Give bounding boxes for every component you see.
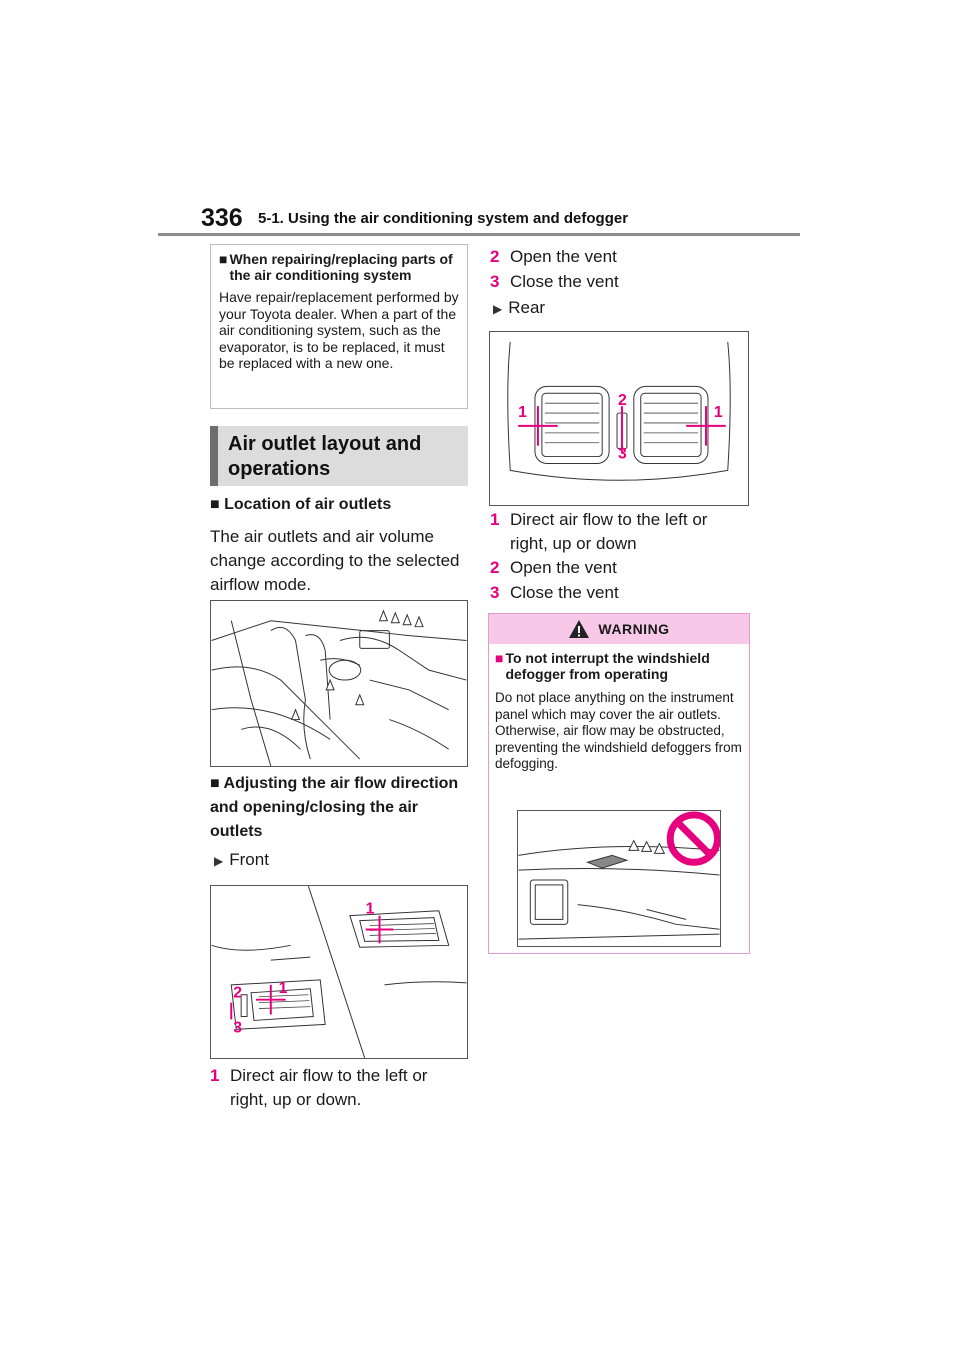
section-heading: Air outlet layout and operations (210, 426, 468, 486)
front-vent-figure (210, 885, 468, 1059)
square-marker-icon: ■ (219, 251, 228, 267)
square-marker-icon: ■ (495, 650, 504, 666)
square-marker-icon: ■ (210, 496, 220, 513)
front-label: ▶ Front (214, 848, 269, 873)
location-body: The air outlets and air volume change according to the selected airflow mode. (210, 527, 460, 594)
warning-triangle-icon (568, 619, 590, 639)
rear-vent-figure (489, 331, 749, 506)
callout-3: 3 (618, 445, 627, 463)
dashboard-obstruction-illustration (518, 811, 720, 946)
warning-body: Do not place anything on the instrument panel which may cover the air outlets. Otherwise, air flow may be obstructed, preventing the windshield defoggers from defogging. (495, 690, 742, 771)
front-step-2: 2 Open the vent (490, 247, 617, 266)
header-rule (158, 233, 800, 236)
front-step-1: 1 Direct air flow to the left or right, up or down. (210, 1066, 428, 1109)
callout-1: 1 (713, 404, 723, 422)
note-body: Have repair/replacement performed by your Toyota dealer. When a part of the air conditioning system, such as the evaporator, is to be replaced, it must be replaced with a new one. (219, 289, 459, 371)
warning-box (488, 613, 750, 954)
warning-label: WARNING (598, 621, 670, 637)
section-title: 5-1. Using the air conditioning system and defogger (258, 210, 629, 227)
warning-title: ■ To not interrupt the windshield defogger from operating (495, 650, 710, 682)
cabin-air-outlets-figure (210, 600, 468, 767)
location-heading: ■ Location of air outlets (210, 496, 392, 513)
callout-1: 1 (518, 404, 527, 422)
callout-1: 1 (278, 979, 288, 997)
warning-figure (517, 810, 721, 947)
adjust-heading: ■ Adjusting the air flow direction and opening/closing the air outlets (210, 775, 459, 840)
rear-label: ▶ Rear (493, 296, 545, 321)
square-marker-icon: ■ (210, 775, 220, 792)
callout-3: 3 (233, 1019, 243, 1037)
page-number: 336 (201, 204, 243, 232)
callout-2: 2 (233, 984, 243, 1002)
triangle-bullet-icon: ▶ (214, 854, 224, 868)
callout-2: 2 (618, 392, 627, 410)
cabin-illustration (211, 601, 467, 766)
note-title: ■ When repairing/replacing parts of the air conditioning system (219, 251, 453, 283)
front-step-3: 3 Close the vent (490, 272, 619, 291)
front-vent-illustration (211, 886, 467, 1058)
warning-header (489, 614, 749, 644)
rear-step-3: 3 Close the vent (490, 583, 619, 602)
callout-1: 1 (365, 900, 375, 918)
rear-step-1: 1 Direct air flow to the left or right, up or down (490, 510, 708, 553)
triangle-bullet-icon: ▶ (493, 302, 503, 316)
rear-step-2: 2 Open the vent (490, 558, 617, 577)
rear-vent-illustration (490, 332, 748, 505)
prohibition-icon (670, 815, 717, 862)
note-box (210, 244, 468, 409)
